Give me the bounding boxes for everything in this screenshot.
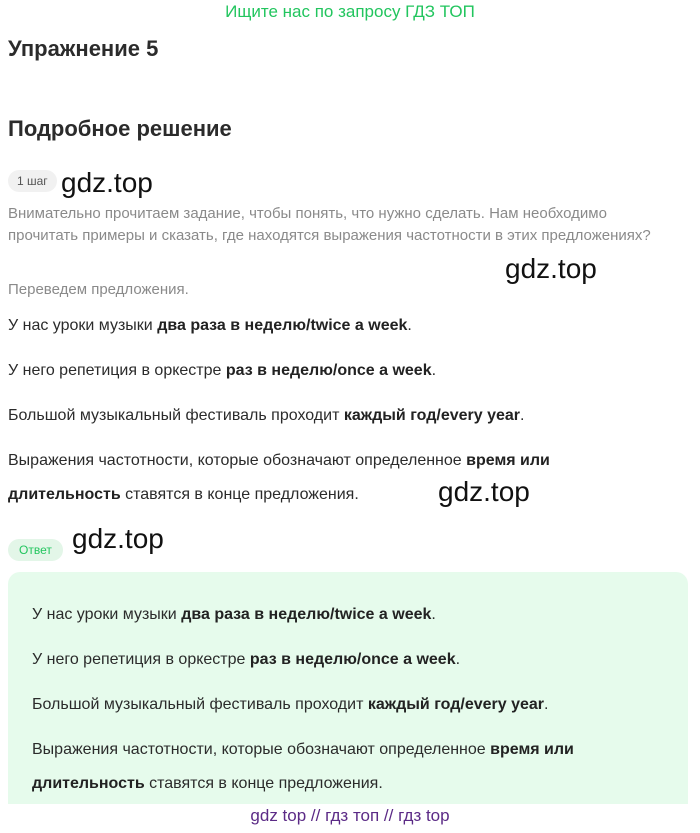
translate-note: Переведем предложения. <box>8 281 189 298</box>
sentence-4: Выражения частотности, которые обозначают определенное время или длительность ставятся в конце предложения. <box>8 452 550 503</box>
answer-badge: Ответ <box>8 539 63 561</box>
answer-sentence-4: Выражения частотности, которые обозначают определенное время или длительность ставятся в конце предложения. <box>32 741 574 792</box>
answer-sentence-1: У нас уроки музыки два раза в неделю/twice a week. <box>32 606 436 623</box>
sentence-2: У него репетиция в оркестре раз в неделю/once a week. <box>8 362 437 379</box>
sentence-1: У нас уроки музыки два раза в неделю/twice a week. <box>8 317 412 334</box>
step-badge: 1 шаг <box>8 170 57 192</box>
answer-sentence-3: Большой музыкальный фестиваль проходит каждый год/every year. <box>32 696 549 713</box>
solution-title: Подробное решение <box>8 116 232 141</box>
exercise-title: Упражнение 5 <box>8 36 159 61</box>
watermark: gdz.top <box>505 253 597 284</box>
watermark: gdz.top <box>72 523 164 554</box>
search-banner: Ищите нас по запросу ГДЗ ТОП <box>225 2 475 21</box>
answer-sentence-2: У него репетиция в оркестре раз в неделю/once a week. <box>32 651 461 668</box>
watermark: gdz.top <box>438 476 530 507</box>
intro-text: Внимательно прочитаем задание, чтобы понять, что нужно сделать. Нам необходимо прочитать примеры и сказать, где находятся выражения частотности в этих предложениях? <box>8 205 651 244</box>
sentence-3: Большой музыкальный фестиваль проходит каждый год/every year. <box>8 407 525 424</box>
footer-watermark: gdz top // гдз топ // гдз top <box>250 806 450 825</box>
watermark: gdz.top <box>61 167 153 198</box>
